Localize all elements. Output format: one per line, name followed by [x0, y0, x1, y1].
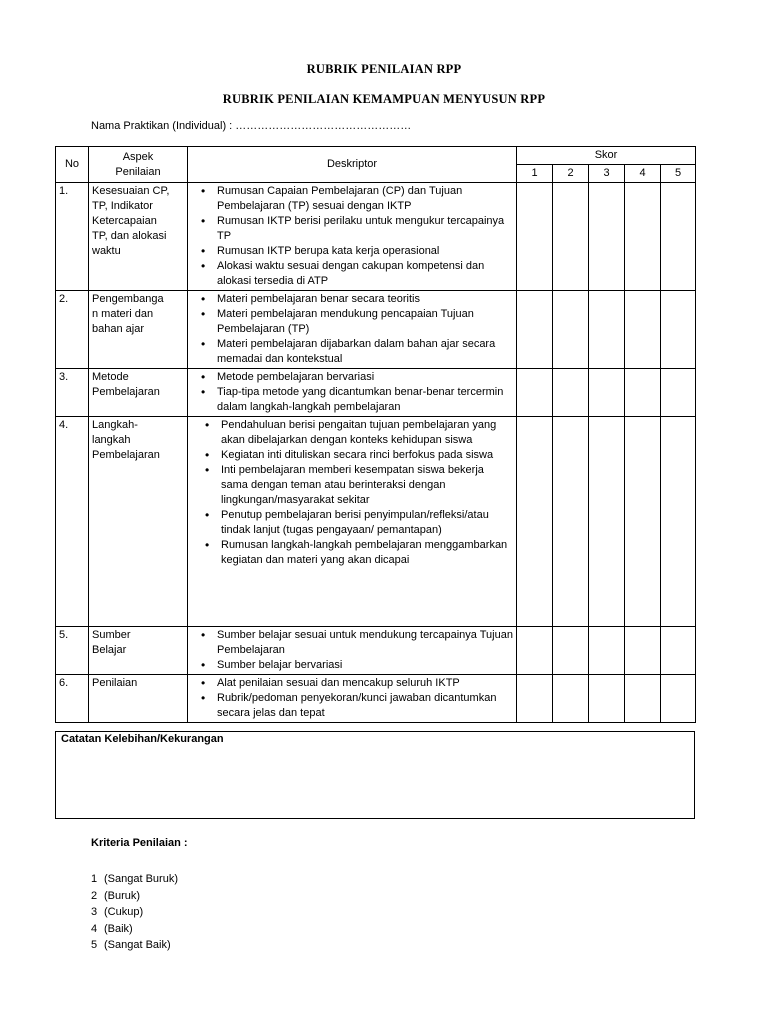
score-cell-4[interactable] — [625, 369, 661, 417]
criteria-item — [91, 937, 178, 954]
criteria-label: (Baik) — [104, 922, 133, 935]
score-cell-5[interactable] — [661, 675, 696, 723]
criteria-item — [91, 888, 178, 905]
criteria-list — [91, 871, 178, 954]
score-cell-5[interactable] — [661, 627, 696, 675]
descriptor-list — [191, 676, 513, 721]
row-descriptors — [188, 675, 517, 723]
criteria-title: Kriteria Penilaian : — [91, 837, 188, 849]
score-cell-4[interactable] — [625, 291, 661, 369]
score-cell-5[interactable] — [661, 183, 696, 291]
score-cell-3[interactable] — [589, 417, 625, 627]
descriptor-item: • Rubrik/pedoman penyekoran/kunci jawaban dicantumkan secara jelas dan tepat — [217, 691, 513, 721]
score-cell-4[interactable] — [625, 183, 661, 291]
descriptor-item: • Rumusan Capaian Pembelajaran (CP) dan Tujuan Pembelajaran (TP) sesuai dengan IKTP — [217, 184, 513, 214]
row-number: 6. — [56, 675, 89, 723]
score-cell-5[interactable] — [661, 417, 696, 627]
row-descriptors — [188, 627, 517, 675]
header-skor-3: 3 — [589, 165, 625, 183]
row-descriptors — [188, 183, 517, 291]
score-cell-1[interactable] — [517, 183, 553, 291]
table-row — [56, 291, 696, 369]
row-aspect: Metode Pembelajaran — [89, 369, 188, 417]
header-skor: Skor — [517, 147, 696, 165]
row-descriptors — [188, 369, 517, 417]
descriptor-item: • Materi pembelajaran benar secara teoritis — [217, 292, 513, 307]
descriptor-item: • Alat penilaian sesuai dan mencakup seluruh IKTP — [217, 676, 513, 691]
descriptor-list — [191, 184, 513, 289]
praktikan-name-line: Nama Praktikan (Individual) : ………………………………………… — [91, 120, 412, 132]
table-row — [56, 675, 696, 723]
document-title: RUBRIK PENILAIAN RPP — [306, 62, 462, 76]
criteria-item — [91, 904, 178, 921]
row-number: 1. — [56, 183, 89, 291]
descriptor-list — [191, 370, 513, 415]
descriptor-item: • Inti pembelajaran memberi kesempatan siswa bekerja sama dengan teman atau berinteraksi dengan lingkungan/masyarakat sekitar — [221, 463, 513, 508]
criteria-score: 3 — [91, 906, 98, 918]
header-aspek-label: Aspek Penilaian — [115, 150, 161, 178]
descriptor-list — [191, 628, 513, 673]
score-cell-2[interactable] — [553, 417, 589, 627]
descriptor-item: • Pendahuluan berisi pengaitan tujuan pembelajaran yang akan dibelajarkan dengan konteks kehidupan siswa — [221, 418, 513, 448]
descriptor-item: • Alokasi waktu sesuai dengan cakupan kompetensi dan alokasi tersedia di ATP — [217, 259, 513, 289]
row-aspect: Pengembanga n materi dan bahan ajar — [89, 291, 188, 369]
row-number: 2. — [56, 291, 89, 369]
row-descriptors — [188, 291, 517, 369]
criteria-item — [91, 921, 178, 938]
header-no: No — [56, 147, 89, 183]
descriptor-item: • Kegiatan inti dituliskan secara rinci berfokus pada siswa — [221, 448, 513, 463]
descriptor-item: • Penutup pembelajaran berisi penyimpulan/refleksi/atau tindak lanjut (tugas pengayaan/ pemantapan) — [221, 508, 513, 538]
table-row — [56, 369, 696, 417]
score-cell-2[interactable] — [553, 627, 589, 675]
score-cell-1[interactable] — [517, 291, 553, 369]
score-cell-2[interactable] — [553, 183, 589, 291]
header-skor-2: 2 — [553, 165, 589, 183]
descriptor-list — [191, 418, 513, 568]
criteria-score: 2 — [91, 889, 98, 902]
score-cell-3[interactable] — [589, 675, 625, 723]
descriptor-item: • Sumber belajar sesuai untuk mendukung tercapainya Tujuan Pembelajaran — [217, 628, 513, 658]
criteria-item — [91, 871, 178, 888]
score-cell-2[interactable] — [553, 291, 589, 369]
header-aspek — [89, 147, 188, 183]
score-cell-1[interactable] — [517, 417, 553, 627]
criteria-score: 4 — [91, 922, 98, 935]
descriptor-item: • Rumusan IKTP berupa kata kerja operasional — [217, 244, 513, 259]
criteria-label: (Sangat Baik) — [104, 939, 171, 951]
criteria-label: (Buruk) — [104, 889, 141, 902]
criteria-score: 1 — [91, 873, 98, 885]
criteria-label: (Cukup) — [104, 906, 144, 918]
row-aspect: Langkah- langkah Pembelajaran — [89, 417, 188, 627]
score-cell-4[interactable] — [625, 627, 661, 675]
descriptor-item: • Sumber belajar bervariasi — [217, 658, 513, 673]
score-cell-1[interactable] — [517, 627, 553, 675]
row-number: 5. — [56, 627, 89, 675]
criteria-score: 5 — [91, 939, 98, 951]
score-cell-3[interactable] — [589, 183, 625, 291]
descriptor-item: • Materi pembelajaran dijabarkan dalam bahan ajar secara memadai dan kontekstual — [217, 337, 513, 367]
row-aspect: Kesesuaian CP, TP, Indikator Ketercapaian TP, dan alokasi waktu — [89, 183, 188, 291]
score-cell-4[interactable] — [625, 417, 661, 627]
descriptor-list — [191, 292, 513, 367]
notes-label: Catatan Kelebihan/Kekurangan — [61, 733, 224, 745]
header-skor-1: 1 — [517, 165, 553, 183]
row-aspect: Sumber Belajar — [89, 627, 188, 675]
score-cell-3[interactable] — [589, 627, 625, 675]
row-descriptors — [188, 417, 517, 627]
score-cell-3[interactable] — [589, 369, 625, 417]
score-cell-3[interactable] — [589, 291, 625, 369]
descriptor-item: • Metode pembelajaran bervariasi — [217, 370, 513, 385]
header-skor-5: 5 — [661, 165, 696, 183]
score-cell-5[interactable] — [661, 291, 696, 369]
criteria-label: (Sangat Buruk) — [104, 873, 178, 885]
score-cell-1[interactable] — [517, 675, 553, 723]
score-cell-4[interactable] — [625, 675, 661, 723]
row-number: 4. — [56, 417, 89, 627]
document-subtitle: RUBRIK PENILAIAN KEMAMPUAN MENYUSUN RPP — [222, 92, 546, 106]
descriptor-item: • Materi pembelajaran mendukung pencapaian Tujuan Pembelajaran (TP) — [217, 307, 513, 337]
score-cell-2[interactable] — [553, 675, 589, 723]
header-skor-4: 4 — [625, 165, 661, 183]
score-cell-2[interactable] — [553, 369, 589, 417]
table-row — [56, 417, 696, 627]
notes-box[interactable] — [55, 731, 695, 819]
header-deskriptor: Deskriptor — [188, 147, 517, 183]
rubric-table — [55, 146, 696, 723]
row-aspect: Penilaian — [89, 675, 188, 723]
table-row — [56, 183, 696, 291]
row-number: 3. — [56, 369, 89, 417]
score-cell-1[interactable] — [517, 369, 553, 417]
descriptor-item: • Rumusan langkah-langkah pembelajaran menggambarkan kegiatan dan materi yang akan dicapai — [221, 538, 513, 568]
score-cell-5[interactable] — [661, 369, 696, 417]
descriptor-item: • Tiap-tipa metode yang dicantumkan benar-benar tercermin dalam langkah-langkah pembelajaran — [217, 385, 513, 415]
descriptor-item: • Rumusan IKTP berisi perilaku untuk mengukur tercapainya TP — [217, 214, 513, 244]
table-row — [56, 627, 696, 675]
